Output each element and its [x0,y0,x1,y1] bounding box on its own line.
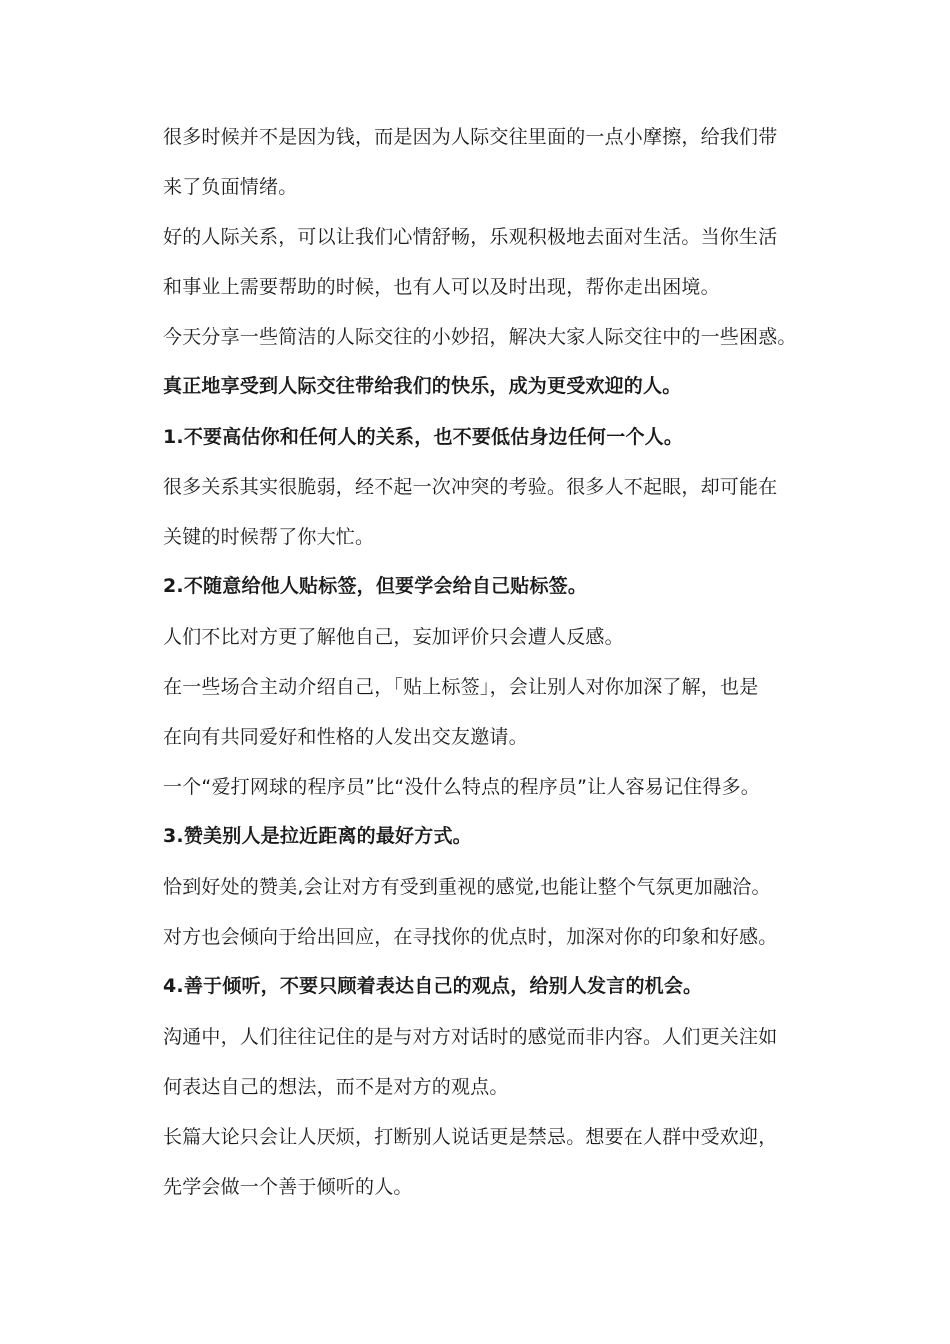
body-text-line: 来了负面情绪。 [163,176,298,198]
body-text-line: 长篇大论只会让人厌烦，打断别人说话更是禁忌。想要在人群中受欢迎， [163,1126,778,1148]
body-text-line: 很多时候并不是因为钱，而是因为人际交往里面的一点小摩擦，给我们带 [163,126,778,148]
tip-heading-2: 2.不随意给他人贴标签，但要学会给自己贴标签。 [163,575,588,597]
body-text-line: 何表达自己的想法，而不是对方的观点。 [163,1076,509,1098]
bold-lead-line: 真正地享受到人际交往带给我们的快乐，成为更受欢迎的人。 [163,375,682,397]
body-text-line: 今天分享一些简洁的人际交往的小妙招，解决大家人际交往中的一些困惑。 [163,326,797,348]
body-text-line: 先学会做一个善于倾听的人。 [163,1176,413,1198]
body-text-line: 和事业上需要帮助的时候，也有人可以及时出现，帮你走出困境。 [163,276,720,298]
body-text-line: 关键的时候帮了你大忙。 [163,526,375,548]
body-text-line: 对方也会倾向于给出回应，在寻找你的优点时，加深对你的印象和好感。 [163,926,778,948]
tip-heading-4: 4.善于倾听，不要只顾着表达自己的观点，给别人发言的机会。 [163,975,703,997]
body-text-line: 在向有共同爱好和性格的人发出交友邀请。 [163,726,528,748]
body-text-line: 在一些场合主动介绍自己，「贴上标签」，会让别人对你加深了解，也是 [163,676,759,698]
tip-heading-1: 1.不要高估你和任何人的关系，也不要低估身边任何一个人。 [163,426,684,448]
body-text-line: 很多关系其实很脆弱，经不起一次冲突的考验。很多人不起眼，却可能在 [163,476,778,498]
body-text-line: 人们不比对方更了解他自己，妄加评价只会遭人反感。 [163,626,624,648]
body-text-line: 沟通中，人们往往记住的是与对方对话时的感觉而非内容。人们更关注如 [163,1026,778,1048]
body-text-line: 一个“爱打网球的程序员”比“没什么特点的程序员”让人容易记住得多。 [163,776,760,798]
tip-heading-3: 3.赞美别人是拉近距离的最好方式。 [163,825,472,847]
body-text-line: 好的人际关系，可以让我们心情舒畅，乐观积极地去面对生活。当你生活 [163,226,778,248]
body-text-line: 恰到好处的赞美,会让对方有受到重视的感觉,也能让整个气氛更加融洽。 [163,876,771,898]
